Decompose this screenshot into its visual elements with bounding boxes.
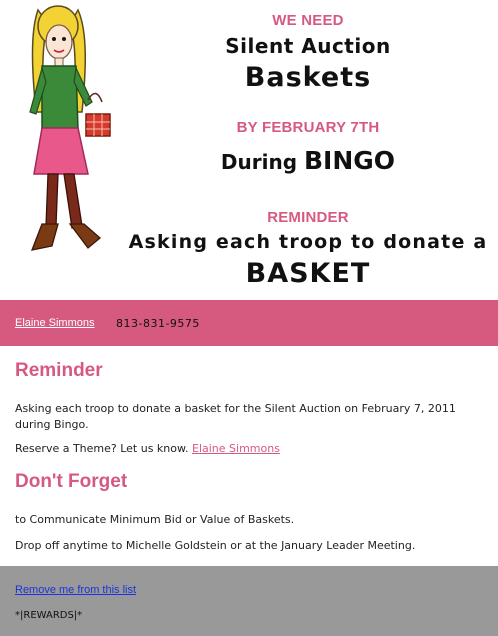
bingo-text: BINGO [304,146,396,175]
theme-contact-link[interactable]: Elaine Simmons [192,442,280,455]
theme-text: Reserve a Theme? Let us know. [15,442,192,455]
during-text: During [220,150,304,174]
girl-illustration [8,2,124,264]
hero-banner [0,0,498,300]
reminder-heading-hero: REMINDER [267,209,349,226]
basket-heading: BASKET [245,258,371,289]
during-bingo-heading [118,146,498,175]
theme-line [15,441,485,457]
contact-phone: 813-831-9575 [116,317,200,330]
reminder-title: Reminder [15,360,103,381]
dont-forget-title: Don't Forget [15,471,128,492]
we-need-heading: WE NEED [272,12,344,29]
rewards-tag: *|REWARDS|* [15,610,83,621]
contact-band [0,300,498,346]
footer [0,566,498,636]
dont-forget-line-1: to Communicate Minimum Bid or Value of Baskets. [15,513,295,526]
baskets-heading: Baskets [244,62,372,93]
dont-forget-line-2: Drop off anytime to Michelle Goldstein or at the January Leader Meeting. [15,539,416,552]
silent-auction-heading: Silent Auction [225,34,391,58]
donate-heading: Asking each troop to donate a [128,231,488,253]
unsubscribe-link[interactable]: Remove me from this list [15,584,137,596]
deadline-heading: BY FEBRUARY 7TH [236,119,380,136]
contact-name-link[interactable]: Elaine Simmons [15,317,95,329]
reminder-body: Asking each troop to donate a basket for the Silent Auction on February 7, 2011 during Bingo. [15,402,456,431]
